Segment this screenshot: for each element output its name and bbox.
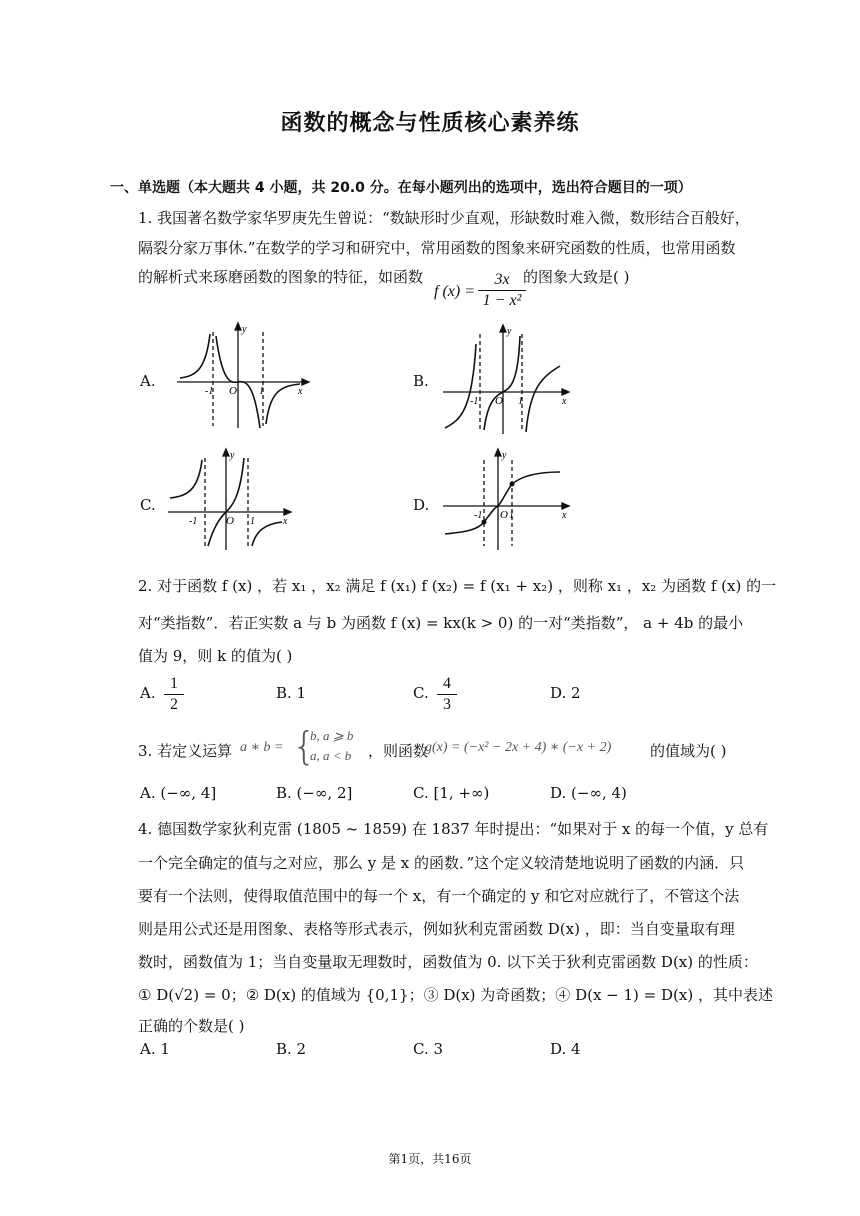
q1-graph-d — [440, 446, 575, 554]
q1-line3b: 的图象大致是( ) — [523, 268, 630, 286]
graph-d-one-label: 1 — [509, 510, 514, 521]
graph-d-neg1-label: -1 — [474, 510, 483, 521]
q2-option-c-fraction — [437, 674, 457, 715]
q1-graph-b — [440, 320, 575, 438]
q4-option-c: C. 3 — [413, 1040, 444, 1058]
q3-line1c: 的值域为( ) — [650, 742, 727, 760]
q2-option-c-label: C. — [413, 684, 429, 702]
q1-function-denominator: 1 − x² — [482, 292, 522, 309]
q3-line1a: 3. 若定义运算 — [138, 742, 233, 760]
q1-graph-c — [164, 446, 294, 554]
section-heading: 一、单选题（本大题共 4 小题，共 20.0 分。在每小题列出的选项中，选出符合题目的一项） — [110, 180, 692, 196]
q3-option-a: A. (−∞, 4] — [140, 784, 217, 802]
graph-b-one-label: 1 — [518, 396, 523, 407]
q1-line2: 隔裂分家万事休.”在数学的学习和研究中，常用函数的图象来研究函数的性质，也常用函数 — [138, 239, 736, 257]
q1-function-numerator: 3x — [494, 271, 510, 288]
graph-a-neg1-label: -1 — [205, 386, 214, 397]
q2-option-a-fraction — [164, 674, 184, 715]
q4-line6: ① D(√2) = 0；② D(x) 的值域为 {0,1}；③ D(x) 为奇函数；④ D(x − 1) = D(x) ，其中表述 — [138, 986, 773, 1004]
graph-b-origin-label: O — [495, 395, 503, 407]
q3-case1: b, a ⩾ b — [310, 728, 354, 743]
q3-option-c: C. [1, +∞) — [413, 784, 490, 802]
page-footer: 第1页，共16页 — [388, 1152, 472, 1166]
q4-line3: 要有一个法则，使得取值范围中的每一个 x，有一个确定的 y 和它对应就行了，不管这个法 — [138, 887, 740, 905]
q3-option-d: D. (−∞, 4) — [550, 784, 627, 802]
q2-option-a-label: A. — [140, 684, 156, 702]
graph-d-y-label: y — [502, 450, 507, 461]
q4-line1: 4. 德国数学家狄利克雷 (1805 ~ 1859) 在 1837 年时提出：“如果对于 x 的每一个值，y 总有 — [138, 820, 769, 838]
q4-option-a: A. 1 — [140, 1040, 170, 1058]
graph-d-origin-label: O — [500, 509, 508, 521]
q4-option-d: D. 4 — [550, 1040, 581, 1058]
q3-op-def-lhs: a ∗ b = — [240, 740, 284, 755]
graph-d-point-pos — [510, 482, 515, 487]
q4-line5: 数时，函数值为 1；当自变量取无理数时，函数值为 0. 以下关于狄利克雷函数 D(x) 的性质： — [138, 953, 758, 971]
graph-c-origin-label: O — [226, 515, 234, 527]
graph-c-neg1-label: -1 — [189, 516, 198, 527]
q1-function-lhs: f (x) = — [434, 283, 475, 300]
q2-option-b: B. 1 — [276, 684, 307, 702]
graph-a-y-label: y — [242, 324, 247, 335]
q2-line1: 2. 对于函数 f (x) ，若 x₁ ，x₂ 满足 f (x₁) f (x₂) = f (x₁ + x₂) ，则称 x₁ ，x₂ 为函数 f (x) 的一 — [138, 577, 777, 595]
q1-option-a-label: A. — [140, 372, 156, 390]
q1-option-d-label: D. — [413, 496, 430, 514]
graph-a-x-label: x — [298, 386, 303, 397]
q2-option-c-numerator: 4 — [443, 675, 451, 692]
q2-option-c-denominator: 3 — [443, 696, 451, 713]
q1-function-fraction — [478, 270, 526, 311]
q2-line2: 对“类指数”．若正实数 a 与 b 为函数 f (x) = kx(k > 0) 的一对“类指数”， a + 4b 的最小 — [138, 614, 744, 632]
graph-b-neg1-label: -1 — [470, 396, 479, 407]
q2-option-d: D. 2 — [550, 684, 581, 702]
q3-brace: { — [292, 724, 317, 768]
graph-c-one-label: 1 — [250, 516, 255, 527]
q1-option-c-label: C. — [140, 496, 156, 514]
graph-a-origin-label: O — [229, 385, 237, 397]
q1-line3a: 的解析式来琢磨函数的图象的特征，如函数 — [138, 268, 424, 286]
graph-a-one-label: 1 — [259, 386, 264, 397]
q3-g-function: g(x) = (−x² − 2x + 4) ∗ (−x + 2) — [425, 740, 612, 755]
graph-c-x-label: x — [283, 516, 288, 527]
q3-option-b: B. (−∞, 2] — [276, 784, 353, 802]
q2-option-a-denominator: 2 — [170, 696, 178, 713]
q4-option-b: B. 2 — [276, 1040, 307, 1058]
graph-b-y-label: y — [507, 326, 512, 337]
q4-line7: 正确的个数是( ) — [138, 1017, 245, 1035]
q4-line4: 则是用公式还是用图象、表格等形式表示，例如狄利克雷函数 D(x) ，即：当自变量取有理 — [138, 920, 735, 938]
q4-line2: 一个完全确定的值与之对应，那么 y 是 x 的函数．”这个定义较清楚地说明了函数的内涵．只 — [138, 854, 745, 872]
q1-graph-a — [172, 320, 312, 432]
q1-line1: 1. 我国著名数学家华罗庚先生曾说：“数缺形时少直观，形缺数时难入微，数形结合百般好， — [138, 209, 750, 227]
q1-option-b-label: B. — [413, 372, 429, 390]
q2-line3: 值为 9，则 k 的值为( ) — [138, 647, 293, 665]
graph-d-x-label: x — [562, 510, 567, 521]
q3-line1b: ，则函数 — [368, 742, 429, 760]
q2-option-a-numerator: 1 — [170, 675, 178, 692]
graph-c-y-label: y — [230, 450, 235, 461]
page-title: 函数的概念与性质核心素养练 — [280, 111, 580, 136]
graph-b-x-label: x — [562, 396, 567, 407]
q3-case2: a, a < b — [310, 748, 352, 763]
